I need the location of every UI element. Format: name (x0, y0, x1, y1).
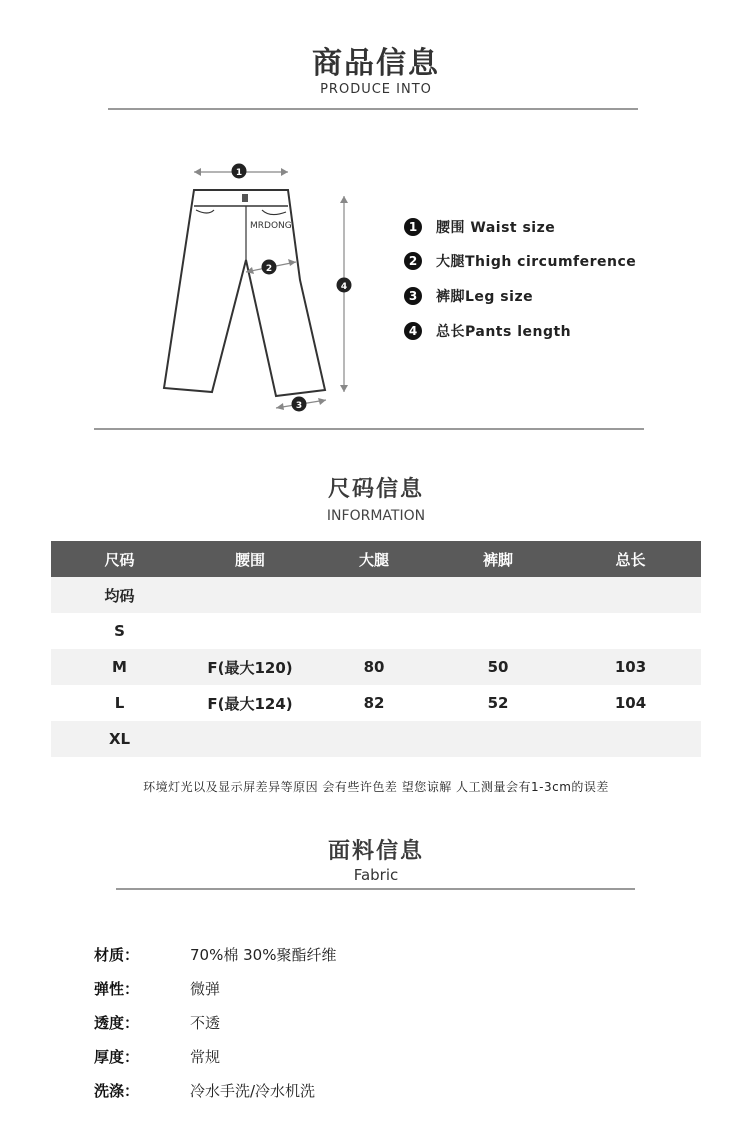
legend-number-icon: 2 (404, 252, 422, 270)
table-cell (436, 577, 560, 613)
table-cell (312, 577, 436, 613)
table-cell: S (51, 613, 188, 649)
divider (116, 888, 635, 890)
legend-item-length (404, 320, 571, 342)
table-cell (560, 577, 701, 613)
attr-label-elasticity: 弹性： (94, 980, 140, 998)
product-info-title: 商品信息 (312, 46, 440, 81)
diagram-brand-text: MRDONG (250, 221, 292, 231)
attr-label-thickness: 厚度： (94, 1048, 140, 1066)
size-info-title: 尺码信息 (327, 477, 424, 502)
table-cell (188, 577, 312, 613)
table-cell (312, 721, 436, 757)
legend-label: 大腿Thigh circumference (436, 254, 637, 270)
svg-text:1: 1 (235, 168, 243, 178)
table-row (51, 685, 701, 721)
header-thigh: 大腿 (312, 541, 436, 577)
product-info-subtitle: PRODUCE INTO (320, 82, 432, 97)
attr-value-thickness: 常规 (190, 1048, 221, 1066)
table-cell: 104 (560, 685, 701, 721)
size-info-subtitle: INFORMATION (326, 508, 426, 524)
table-row (51, 649, 701, 685)
table-cell (436, 613, 560, 649)
table-cell: F(最大120) (188, 649, 312, 685)
table-row (51, 613, 701, 649)
fabric-info-title: 面料信息 (327, 839, 424, 864)
table-cell (188, 721, 312, 757)
divider (94, 428, 644, 430)
attr-value-elasticity: 微弹 (190, 980, 221, 998)
table-cell: 103 (560, 649, 701, 685)
header-size: 尺码 (51, 541, 188, 577)
table-cell: 50 (436, 649, 560, 685)
table-cell: M (51, 649, 188, 685)
table-cell: 80 (312, 649, 436, 685)
legend-number-icon: 4 (404, 322, 422, 340)
legend-item-waist (404, 216, 555, 238)
header-leg: 裤脚 (436, 541, 560, 577)
attr-label-transparency: 透度： (94, 1014, 140, 1032)
table-cell: L (51, 685, 188, 721)
attr-value-transparency: 不透 (190, 1014, 221, 1032)
attr-value-material: 70%棉 30%聚酯纤维 (190, 946, 337, 964)
legend-label: 腰围 Waist size (436, 220, 556, 236)
pants-measurement-diagram (150, 150, 370, 425)
svg-text:3: 3 (295, 401, 303, 411)
table-cell (560, 721, 701, 757)
legend-label: 总长Pants length (436, 324, 572, 340)
table-cell: 均码 (51, 577, 188, 613)
table-cell (188, 613, 312, 649)
header-length: 总长 (560, 541, 701, 577)
pants-outline (164, 190, 325, 396)
divider (108, 108, 638, 110)
table-row (51, 577, 701, 613)
size-table (51, 541, 701, 757)
legend-item-leg (404, 285, 533, 307)
table-cell: 82 (312, 685, 436, 721)
attr-label-material: 材质： (94, 946, 140, 964)
table-cell: F(最大124) (188, 685, 312, 721)
table-row (51, 721, 701, 757)
fabric-info-subtitle: Fabric (353, 866, 399, 884)
table-cell: XL (51, 721, 188, 757)
attr-value-washing: 冷水手洗/冷水机洗 (190, 1082, 316, 1100)
color-measurement-note: 环境灯光以及显示屏差异等原因 会有些许色差 望您谅解 人工测量会有1-3cm的误差 (143, 780, 609, 794)
table-cell (560, 613, 701, 649)
legend-item-thigh (404, 250, 636, 272)
table-cell: 52 (436, 685, 560, 721)
attr-label-washing: 洗涤： (94, 1082, 140, 1100)
table-cell (312, 613, 436, 649)
table-cell (436, 721, 560, 757)
legend-number-icon: 3 (404, 287, 422, 305)
svg-text:4: 4 (340, 282, 348, 292)
button-icon (242, 194, 248, 202)
legend-label: 裤脚Leg size (436, 289, 534, 305)
legend-number-icon: 1 (404, 218, 422, 236)
table-header-row (51, 541, 701, 577)
svg-text:2: 2 (265, 264, 273, 274)
header-waist: 腰围 (188, 541, 312, 577)
